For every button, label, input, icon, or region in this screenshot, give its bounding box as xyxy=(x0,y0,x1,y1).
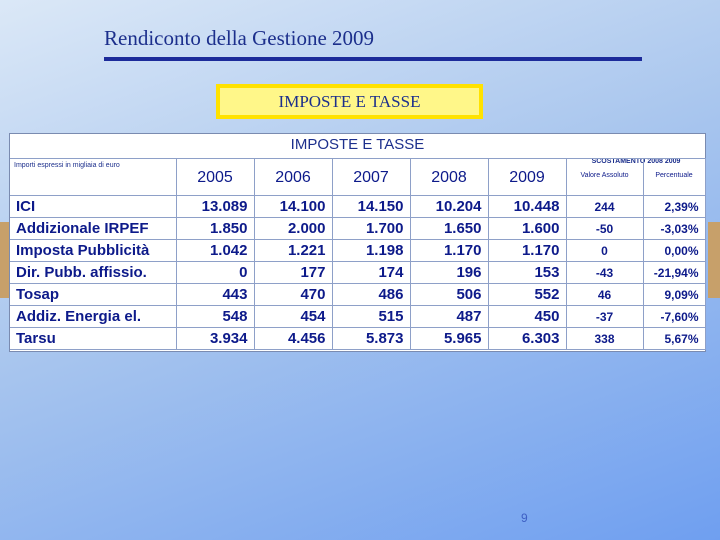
year-value-cell: 548 xyxy=(176,306,254,328)
header-year: 2008 xyxy=(410,159,488,196)
table-row xyxy=(10,240,705,262)
scostamento-header: SCOSTAMENTO 2008 2009 xyxy=(591,158,681,165)
year-value-cell: 196 xyxy=(410,262,488,284)
year-value-cell: 486 xyxy=(332,284,410,306)
abs-variance-cell: 46 xyxy=(566,284,643,306)
year-value-cell: 1.198 xyxy=(332,240,410,262)
year-value-cell: 443 xyxy=(176,284,254,306)
title-underline xyxy=(104,57,642,61)
header-year: 2009 xyxy=(488,159,566,196)
row-label: Addiz. Energia el. xyxy=(10,306,176,328)
year-value-cell: 14.150 xyxy=(332,196,410,218)
year-value-cell: 552 xyxy=(488,284,566,306)
taxes-table-panel xyxy=(9,133,706,352)
year-value-cell: 454 xyxy=(254,306,332,328)
year-value-cell: 1.170 xyxy=(410,240,488,262)
abs-variance-cell: 338 xyxy=(566,328,643,350)
taxes-table xyxy=(10,158,706,350)
abs-variance-cell: -43 xyxy=(566,262,643,284)
pct-variance-cell: 0,00% xyxy=(643,240,705,262)
year-value-cell: 470 xyxy=(254,284,332,306)
year-value-cell: 506 xyxy=(410,284,488,306)
year-value-cell: 10.448 xyxy=(488,196,566,218)
year-value-cell: 1.221 xyxy=(254,240,332,262)
year-value-cell: 10.204 xyxy=(410,196,488,218)
header-label-cell xyxy=(10,159,176,196)
header-year: 2005 xyxy=(176,159,254,196)
slide-title: Rendiconto della Gestione 2009 xyxy=(104,26,375,50)
pct-variance-cell: -21,94% xyxy=(643,262,705,284)
table-row xyxy=(10,262,705,284)
abs-variance-cell: 244 xyxy=(566,196,643,218)
pct-variance-cell: -7,60% xyxy=(643,306,705,328)
year-value-cell: 5.965 xyxy=(410,328,488,350)
table-header-row xyxy=(10,159,705,196)
year-value-cell: 6.303 xyxy=(488,328,566,350)
header-year: 2007 xyxy=(332,159,410,196)
year-value-cell: 1.700 xyxy=(332,218,410,240)
year-value-cell: 0 xyxy=(176,262,254,284)
row-label: ICI xyxy=(10,196,176,218)
row-label: Tarsu xyxy=(10,328,176,350)
section-label-text: IMPOSTE E TASSE xyxy=(278,91,421,111)
abs-variance-cell: 0 xyxy=(566,240,643,262)
header-valore-assoluto: Valore Assoluto xyxy=(566,159,643,196)
table-row xyxy=(10,306,705,328)
year-value-cell: 2.000 xyxy=(254,218,332,240)
table-body xyxy=(10,196,705,350)
year-value-cell: 13.089 xyxy=(176,196,254,218)
year-value-cell: 515 xyxy=(332,306,410,328)
table-row xyxy=(10,196,705,218)
table-title: IMPOSTE E TASSE xyxy=(290,136,425,153)
right-side-tab xyxy=(708,222,720,298)
table-row xyxy=(10,328,705,350)
year-value-cell: 450 xyxy=(488,306,566,328)
row-label: Addizionale IRPEF xyxy=(10,218,176,240)
year-value-cell: 1.170 xyxy=(488,240,566,262)
page-number: 9 xyxy=(521,511,528,525)
pct-variance-cell: 9,09% xyxy=(643,284,705,306)
pct-variance-cell: -3,03% xyxy=(643,218,705,240)
pct-variance-cell: 2,39% xyxy=(643,196,705,218)
section-label xyxy=(216,84,483,119)
year-value-cell: 5.873 xyxy=(332,328,410,350)
year-value-cell: 3.934 xyxy=(176,328,254,350)
abs-variance-cell: -50 xyxy=(566,218,643,240)
year-value-cell: 1.042 xyxy=(176,240,254,262)
year-value-cell: 14.100 xyxy=(254,196,332,218)
year-value-cell: 487 xyxy=(410,306,488,328)
year-value-cell: 1.850 xyxy=(176,218,254,240)
year-value-cell: 1.600 xyxy=(488,218,566,240)
row-label: Imposta Pubblicità xyxy=(10,240,176,262)
year-value-cell: 153 xyxy=(488,262,566,284)
pct-variance-cell: 5,67% xyxy=(643,328,705,350)
abs-variance-cell: -37 xyxy=(566,306,643,328)
year-value-cell: 1.650 xyxy=(410,218,488,240)
year-value-cell: 177 xyxy=(254,262,332,284)
header-year: 2006 xyxy=(254,159,332,196)
year-value-cell: 174 xyxy=(332,262,410,284)
row-label: Tosap xyxy=(10,284,176,306)
year-value-cell: 4.456 xyxy=(254,328,332,350)
table-row xyxy=(10,218,705,240)
row-label: Dir. Pubb. affissio. xyxy=(10,262,176,284)
header-percentuale: Percentuale xyxy=(643,159,705,196)
table-row xyxy=(10,284,705,306)
units-note: Importi espressi in migliaia di euro xyxy=(14,162,120,169)
